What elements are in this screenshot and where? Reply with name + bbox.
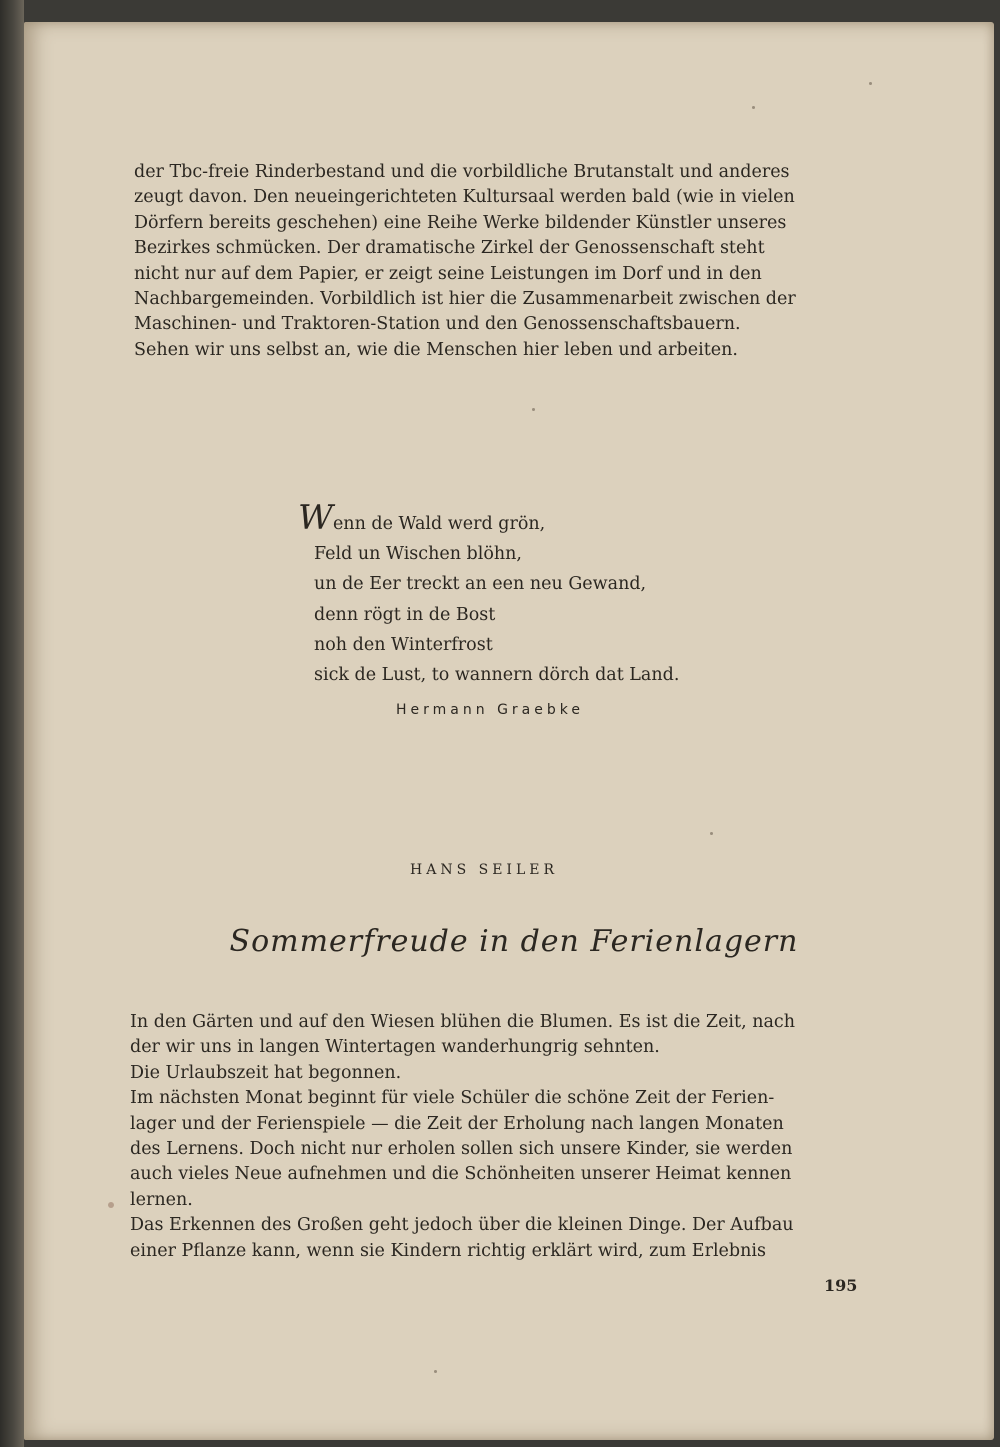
- paper-speck: [108, 1202, 114, 1208]
- poem-line: [298, 498, 754, 539]
- text-line: zeugt davon. Den neueingerichteten Kultursaal werden bald (wie in vielen: [134, 187, 795, 208]
- text-line: Bezirkes schmücken. Der dramatische Zirkel der Genossenschaft steht: [134, 238, 765, 259]
- poem-line: un de Eer treckt an een neu Gewand,: [314, 574, 647, 595]
- article-author: HANS SEILER: [410, 862, 559, 878]
- text-line: lager und der Ferienspiele — die Zeit der Erholung nach langen Monaten: [130, 1113, 784, 1134]
- article-body: [130, 1010, 854, 1264]
- poem-line: sick de Lust, to wannern dörch dat Land.: [314, 665, 680, 686]
- text-line: des Lernens. Doch nicht nur erholen sollen sich unsere Kinder, sie werden: [130, 1139, 793, 1160]
- poem-first-line: enn de Wald werd grön,: [332, 514, 546, 534]
- paper-speck: [710, 832, 713, 835]
- text-line: In den Gärten und auf den Wiesen blühen die Blumen. Es ist die Zeit, nach: [130, 1012, 795, 1032]
- text-line: lernen.: [130, 1189, 193, 1210]
- text-line: Die Urlaubszeit hat begonnen.: [130, 1062, 402, 1083]
- poem: [298, 498, 754, 690]
- text-line: Sehen wir uns selbst an, wie die Menschen hier leben und arbeiten.: [134, 339, 738, 360]
- paper-speck: [752, 106, 755, 109]
- paper-speck: [532, 408, 535, 411]
- text-line: einer Pflanze kann, wenn sie Kindern richtig erklärt wird, zum Erlebnis: [130, 1240, 766, 1261]
- top-paragraph: [134, 160, 858, 363]
- book-spine: [0, 0, 24, 1447]
- text-line: der wir uns in langen Wintertagen wanderhungrig sehnten.: [130, 1037, 660, 1058]
- text-line: Nachbargemeinden. Vorbildlich ist hier die Zusammenarbeit zwischen der: [134, 289, 796, 310]
- page-number: 195: [824, 1276, 858, 1295]
- text-line: Maschinen- und Traktoren-Station und den Genossenschaftsbauern.: [134, 314, 741, 335]
- text-line: Das Erkennen des Großen geht jedoch über die kleinen Dinge. Der Aufbau: [130, 1215, 794, 1236]
- poem-initial: W: [298, 498, 333, 538]
- text-line: Dörfern bereits geschehen) eine Reihe Werke bildender Künstler unseres: [134, 212, 787, 233]
- paper-speck: [434, 1370, 437, 1373]
- article-title: Sommerfreude in den Ferienlagern: [229, 924, 799, 959]
- text-line: auch vieles Neue aufnehmen und die Schönheiten unserer Heimat kennen: [130, 1164, 792, 1185]
- poem-author: Hermann Graebke: [396, 702, 584, 718]
- text-line: Im nächsten Monat beginnt für viele Schüler die schöne Zeit der Ferien-: [130, 1088, 775, 1109]
- text-line: nicht nur auf dem Papier, er zeigt seine Leistungen im Dorf und in den: [134, 263, 762, 284]
- text-line: der Tbc-freie Rinderbestand und die vorbildliche Brutanstalt und anderes: [134, 162, 790, 182]
- book-page: [24, 22, 994, 1440]
- poem-line: denn rögt in de Bost: [314, 604, 496, 625]
- poem-line: Feld un Wischen blöhn,: [314, 544, 522, 565]
- poem-line: noh den Winterfrost: [314, 634, 493, 655]
- paper-speck: [869, 82, 872, 85]
